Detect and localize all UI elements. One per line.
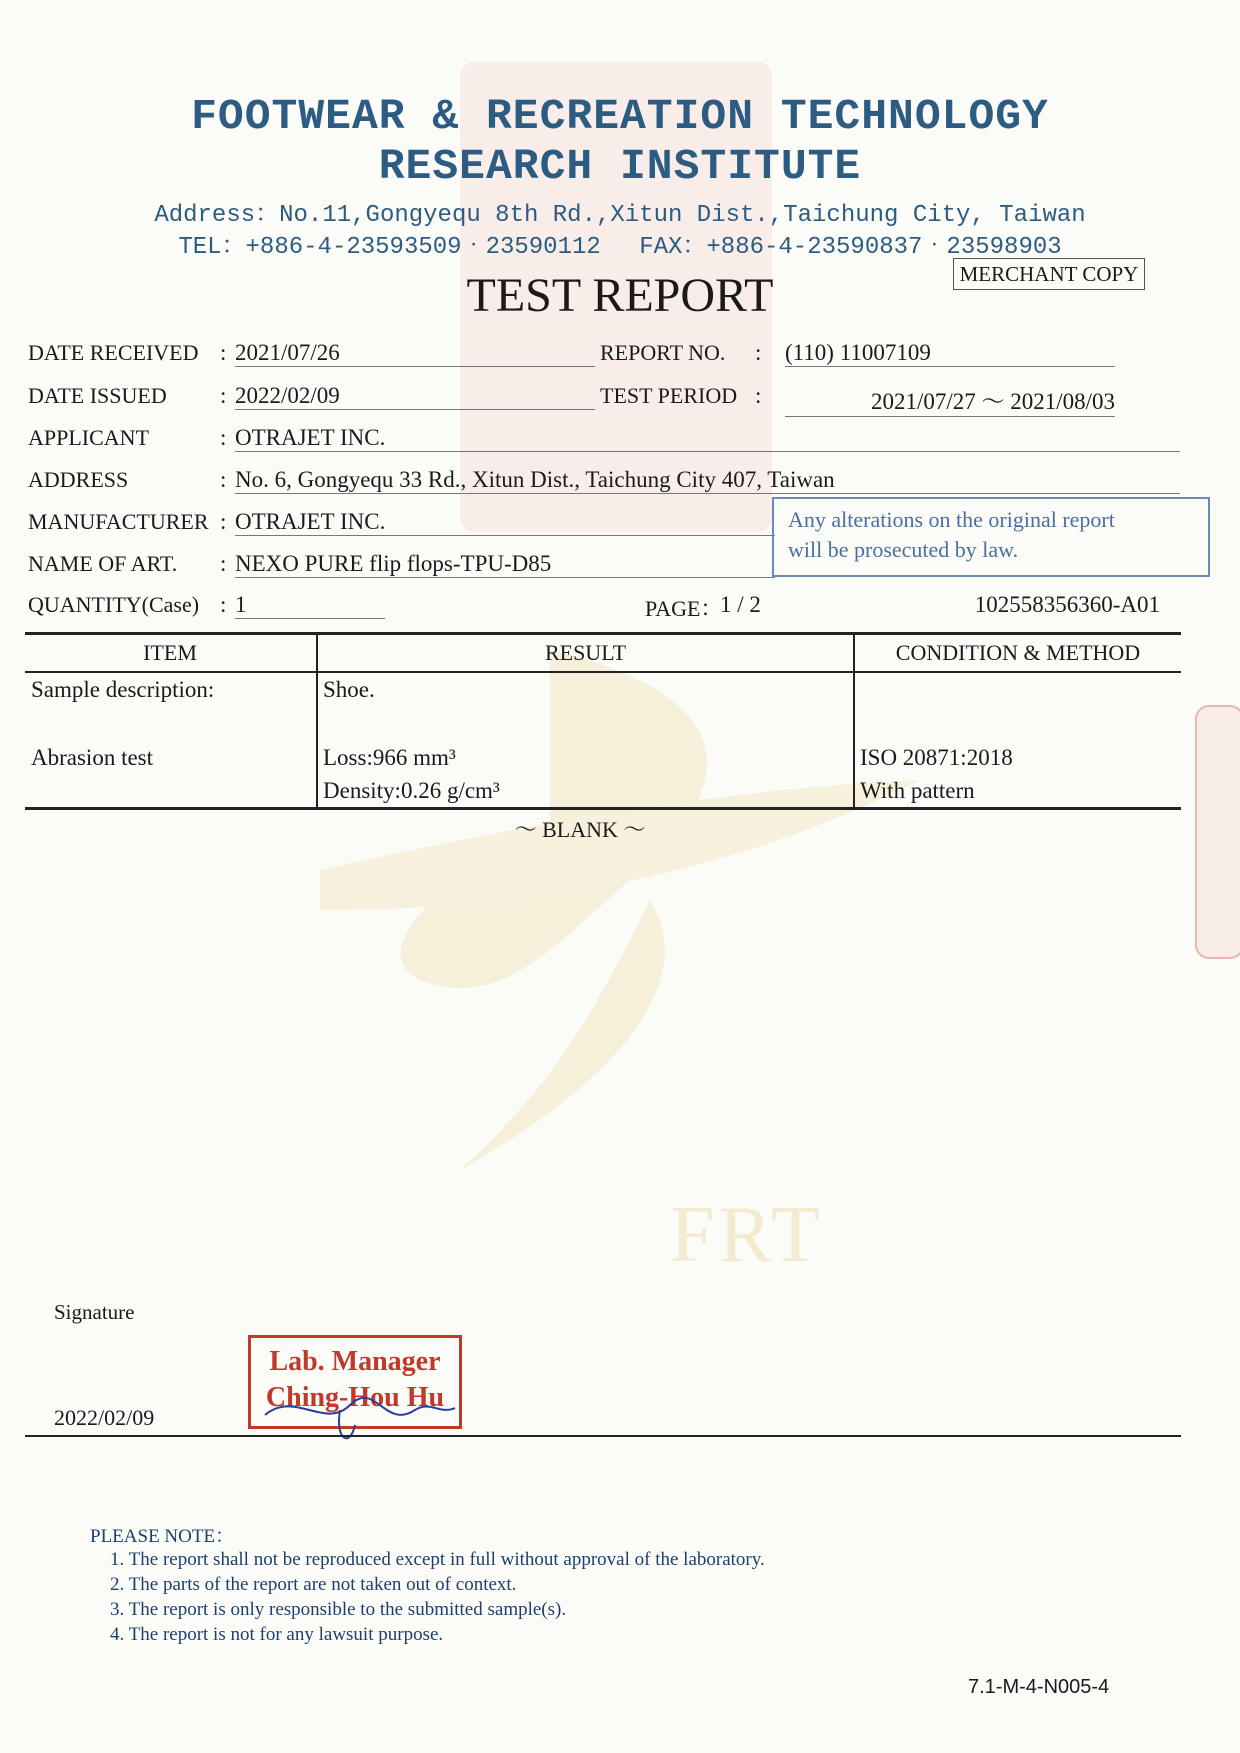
table-row-result: Shoe.: [323, 677, 375, 702]
table-header-rule: [25, 671, 1181, 673]
colon: :: [755, 383, 762, 408]
copy-type-badge: MERCHANT COPY: [953, 258, 1145, 290]
table-header-result: RESULT: [544, 640, 627, 665]
table-row-method: ISO 20871:2018: [860, 745, 1013, 770]
watermark-text: FRT: [670, 1191, 824, 1279]
stamp-name: Ching-Hou Hu: [265, 1382, 445, 1413]
report-no-label: REPORT NO.: [600, 340, 726, 365]
note-item: 1. The report shall not be reproduced except in full without approval of the laboratory.: [110, 1549, 765, 1570]
org-name-line2: RESEARCH INSTITUTE: [378, 142, 862, 191]
document-title: TEST REPORT: [466, 269, 774, 322]
document-code: 102558356360-A01: [974, 592, 1160, 617]
blank-marker: ～ BLANK ～: [514, 817, 646, 842]
table-row-item: Sample description:: [31, 677, 215, 702]
table-header-method: CONDITION & METHOD: [895, 640, 1141, 665]
date-received-value: 2021/07/26: [235, 340, 595, 367]
table-row-item: Abrasion test: [31, 745, 154, 770]
colon: :: [220, 467, 227, 492]
colon: :: [220, 509, 227, 534]
manufacturer-value: OTRAJET INC.: [235, 509, 775, 536]
colon: :: [220, 425, 227, 450]
colon: :: [220, 340, 227, 365]
note-item: 3. The report is only responsible to the submitted sample(s).: [110, 1599, 567, 1620]
colon: :: [755, 340, 762, 365]
note-item: 2. The parts of the report are not taken out of context.: [110, 1574, 517, 1595]
table-bottom-rule: [25, 807, 1181, 810]
applicant-label: APPLICANT: [28, 425, 150, 450]
table-header-item: ITEM: [143, 640, 197, 665]
table-row-result: Density:0.26 g/cm³: [323, 778, 500, 803]
form-code: 7.1-M-4-N005-4: [968, 1676, 1110, 1698]
notes-title: PLEASE NOTE：: [90, 1526, 235, 1547]
quantity-value: 1: [235, 592, 385, 619]
address-value: No. 6, Gongyequ 33 Rd., Xitun Dist., Taichung City 407, Taiwan: [235, 467, 1180, 494]
alteration-notice-stamp: [772, 497, 1210, 577]
notice-line1: Any alterations on the original report: [788, 507, 1115, 532]
side-seal: [1195, 705, 1240, 959]
table-row-method: With pattern: [860, 778, 975, 803]
org-address: Address：No.11,Gongyequ 8th Rd.,Xitun Dist.,Taichung City, Taiwan: [154, 202, 1086, 229]
signature-date: 2022/02/09: [54, 1405, 155, 1430]
applicant-value: OTRAJET INC.: [235, 425, 1180, 452]
notice-line2: will be prosecuted by law.: [788, 537, 1019, 562]
page-value: 1 / 2: [720, 592, 761, 617]
art-name-label: NAME OF ART.: [28, 551, 178, 576]
date-issued-label: DATE ISSUED: [28, 383, 167, 408]
note-item: 4. The report is not for any lawsuit purpose.: [110, 1624, 444, 1645]
table-row-result: Loss:966 mm³: [323, 745, 456, 770]
org-name-line1: FOOTWEAR & RECREATION TECHNOLOGY: [191, 92, 1049, 141]
date-received-label: DATE RECEIVED: [28, 340, 199, 365]
quantity-label: QUANTITY(Case): [28, 592, 200, 617]
date-issued-value: 2022/02/09: [235, 383, 595, 410]
colon: :: [220, 551, 227, 576]
art-name-value: NEXO PURE flip flops-TPU-D85: [235, 551, 775, 578]
watermark-logo: [300, 650, 1000, 1270]
signature-rule: [25, 1435, 1181, 1437]
org-contact: TEL：+886-4-23593509‧23590112 FAX：+886-4-23590837‧23598903: [178, 234, 1062, 261]
colon: :: [220, 383, 227, 408]
report-no-value: (110) 11007109: [785, 340, 1115, 367]
stamp-title: Lab. Manager: [269, 1346, 441, 1377]
colon: :: [220, 592, 227, 617]
signature-label: Signature: [54, 1300, 135, 1324]
handwritten-signature: [255, 1370, 465, 1450]
table-top-rule: [25, 632, 1181, 635]
test-period-label: TEST PERIOD: [600, 383, 738, 408]
test-period-value: 2021/07/27 ～ 2021/08/03: [785, 383, 1115, 417]
address-label: ADDRESS: [28, 467, 129, 492]
page-label: PAGE：: [645, 596, 723, 621]
manufacturer-label: MANUFACTURER: [28, 509, 209, 534]
